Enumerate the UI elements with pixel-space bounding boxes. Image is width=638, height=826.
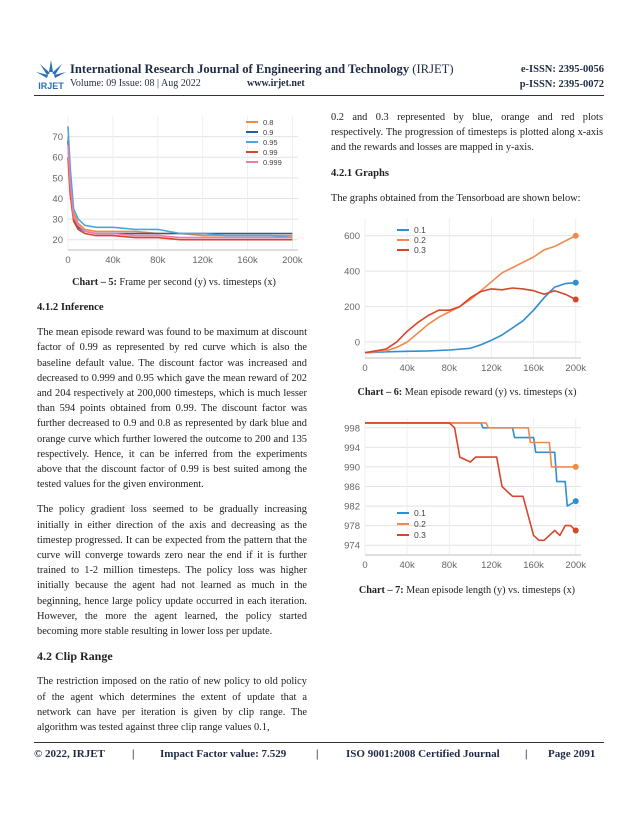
x-tick-label: 160k <box>523 363 544 374</box>
volume-line: Volume: 09 Issue: 08 | Aug 2022 <box>70 78 201 89</box>
clip-range-heading: 4.2 Clip Range <box>37 649 113 664</box>
irjet-logo <box>34 58 68 92</box>
x-tick-label: 0 <box>362 363 368 374</box>
legend-label: 0.99 <box>263 148 278 157</box>
graphs-intro: The graphs obtained from the Tensorboad are shown below: <box>331 192 581 204</box>
y-tick-label: 60 <box>52 152 63 164</box>
y-tick-label: 70 <box>52 132 63 144</box>
series-end-point <box>573 297 579 303</box>
website-link[interactable]: www.irjet.net <box>247 78 305 89</box>
journal-title: International Research Journal of Engineering and Technology (IRJET) <box>70 62 454 76</box>
series-line-0.999 <box>68 145 292 238</box>
series-line-0.8 <box>68 137 292 236</box>
clip-range-paragraph-cont: 0.2 and 0.3 represented by blue, orange and red plots respectively. The progression of timesteps is plotted along x-axis and the rewards and losses are mapped in y-axis. <box>331 112 603 154</box>
y-tick-label: 200 <box>344 302 360 314</box>
footer-divider <box>34 742 604 743</box>
chart-5-fps <box>34 110 314 270</box>
series-line-0.95 <box>68 126 292 237</box>
footer-impact: Impact Factor value: 7.529 <box>160 748 287 760</box>
x-tick-label: 0 <box>362 560 368 571</box>
y-tick-label: 0 <box>354 337 360 349</box>
y-tick-label: 990 <box>344 462 360 474</box>
x-tick-label: 40k <box>399 560 415 571</box>
footer-separator: | <box>316 748 319 760</box>
y-tick-label: 50 <box>52 173 63 185</box>
inference-heading: 4.1.2 Inference <box>37 302 104 313</box>
series-end-point <box>573 528 579 534</box>
legend-label: 0.2 <box>414 235 426 245</box>
legend-label: 0.1 <box>414 508 426 518</box>
right-column-text <box>331 110 603 216</box>
footer-iso: ISO 9001:2008 Certified Journal <box>346 748 500 760</box>
series-end-point <box>573 233 579 239</box>
x-tick-label: 120k <box>481 363 502 374</box>
footer-page: Page 2091 <box>548 748 596 760</box>
legend-label: 0.3 <box>414 245 426 255</box>
x-tick-label: 160k <box>523 560 544 571</box>
y-tick-label: 40 <box>52 193 63 205</box>
header-divider <box>34 95 604 96</box>
series-line-0.1 <box>365 423 576 506</box>
x-tick-label: 0 <box>65 255 71 266</box>
x-tick-label: 80k <box>441 363 457 374</box>
chart-7-caption: Chart – 7: Mean episode length (y) vs. timesteps (x) <box>358 585 576 596</box>
x-tick-label: 120k <box>192 255 213 266</box>
chart-5-caption: Chart – 5: Frame per second (y) vs. timesteps (x) <box>72 277 276 288</box>
y-tick-label: 998 <box>344 423 360 435</box>
y-tick-label: 974 <box>344 540 360 552</box>
left-column <box>37 300 307 745</box>
chart-6-caption: Chart – 6: Mean episode reward (y) vs. timesteps (x) <box>357 387 577 398</box>
legend-label: 0.999 <box>263 158 282 167</box>
x-tick-label: 200k <box>565 560 587 571</box>
x-tick-label: 200k <box>565 363 587 374</box>
legend-label: 0.9 <box>263 128 274 137</box>
inference-paragraph-1: The mean episode reward was found to be maximum at discount factor of 0.99 as represented by red curve which is also the baseline default value. The discount factor was increased and decreased to 0.999 and 0.95 which gave the mean reward of 202 and 204 respectively at 200,000 timesteps, which is much lesser than 594 points obtained from 0.99. The discount factor was further decreased to 0.9 and 0.8 as represented by dark blue and orange curve which further lowered the outcome to 200 and 135 respectively. Hence, it can be inferred from the experiments above that the discount factor of 0.99 is best suited among the tested values for the given environment. <box>37 327 307 491</box>
legend-label: 0.2 <box>414 519 426 529</box>
y-tick-label: 982 <box>344 501 360 513</box>
eissn: e-ISSN: 2395-0056 <box>520 64 604 75</box>
x-tick-label: 80k <box>150 255 166 266</box>
chart-7-length <box>331 412 603 577</box>
footer-separator: | <box>132 748 135 760</box>
legend-label: 0.95 <box>263 138 278 147</box>
x-tick-label: 80k <box>441 560 457 571</box>
y-tick-label: 600 <box>344 231 360 243</box>
y-tick-label: 994 <box>344 442 360 454</box>
x-tick-label: 160k <box>237 255 258 266</box>
legend-label: 0.3 <box>414 530 426 540</box>
y-tick-label: 978 <box>344 521 360 533</box>
x-tick-label: 40k <box>399 363 415 374</box>
legend-label: 0.8 <box>263 118 274 127</box>
series-end-point <box>573 498 579 504</box>
page-header <box>0 0 638 100</box>
y-tick-label: 400 <box>344 266 360 278</box>
inference-paragraph-2: The policy gradient loss seemed to be gradually increasing initially in either direction of the axis and decreasing as the timestep progressed. It can be expected from the pattern that the curve will converge towards zero near the end if it is further trained to 1-2 million timesteps. The policy loss was higher initially because the agent had not learned as much in the beginning, hence large policy update occurred in each iteration. However, the more the agent learned, the policy started becoming more stable resulting in lower loss per update. <box>37 504 307 638</box>
footer-copyright: © 2022, IRJET <box>34 748 105 760</box>
graphs-heading: 4.2.1 Graphs <box>331 167 389 179</box>
pissn: p-ISSN: 2395-0072 <box>519 79 604 90</box>
footer-separator: | <box>525 748 528 760</box>
chart-6-reward <box>331 210 603 380</box>
y-tick-label: 30 <box>52 214 63 226</box>
logo-text: IRJET <box>38 81 64 91</box>
x-tick-label: 120k <box>481 560 502 571</box>
x-tick-label: 40k <box>105 255 121 266</box>
x-tick-label: 200k <box>282 255 303 266</box>
series-end-point <box>573 464 579 470</box>
series-line-0.9 <box>68 141 292 234</box>
series-line-0.3 <box>365 423 576 540</box>
clip-range-paragraph: The restriction imposed on the ratio of new policy to old policy of the agent which determines the extent of update that a network can have per iteration is given by clip range. The algorithm was tested against three clip range values 0.1, <box>37 676 307 734</box>
series-line-0.2 <box>365 423 576 467</box>
y-tick-label: 986 <box>344 482 360 493</box>
legend-label: 0.1 <box>414 225 426 235</box>
y-tick-label: 20 <box>52 235 63 247</box>
series-end-point <box>573 280 579 286</box>
